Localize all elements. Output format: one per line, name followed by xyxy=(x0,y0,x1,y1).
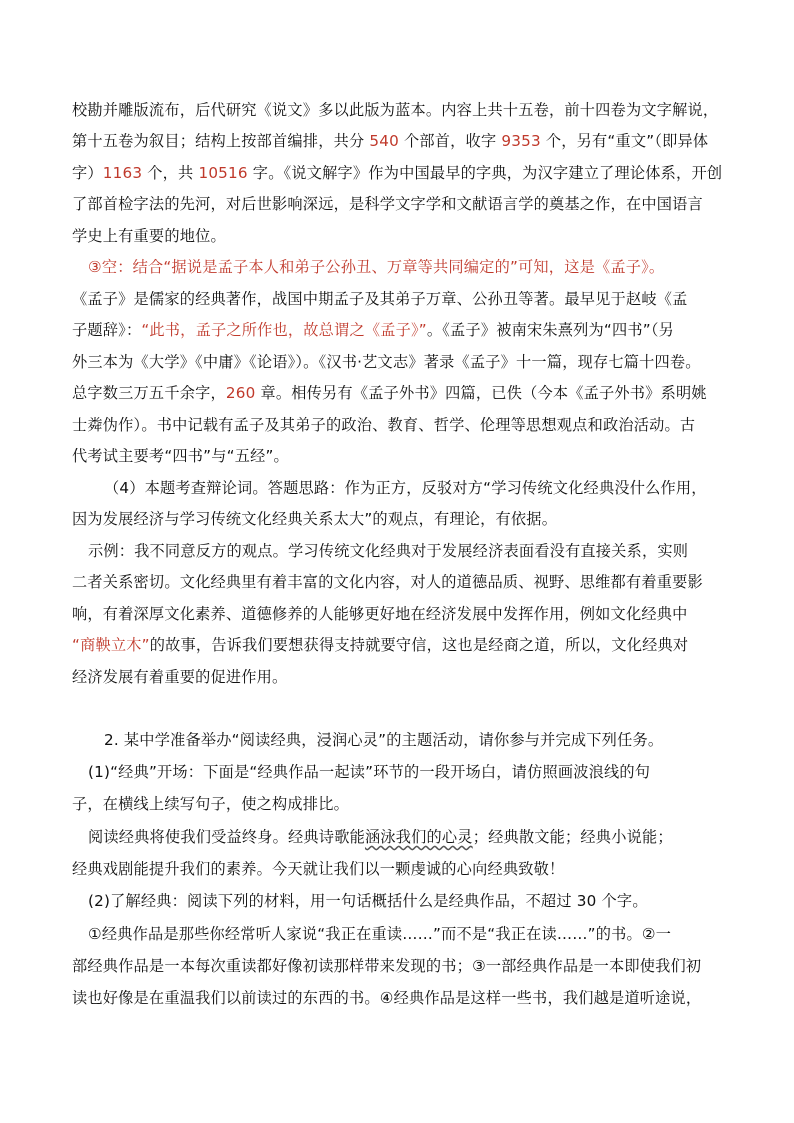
text-line: 阅读经典将使我们受益终身。经典诗歌能涵泳我们的心灵；经典散文能；经典小说能； xyxy=(88,828,673,846)
text-line: 示例：我不同意反方的观点。学习传统文化经典对于发展经济表面看没有直接关系，实则 xyxy=(88,542,689,560)
wavy-underline-phrase: 涵泳我们的心灵 xyxy=(364,828,473,846)
text-line: (2)了解经典：阅读下列的材料，用一句话概括什么是经典作品，不超过 30 个字。 xyxy=(88,892,648,910)
text-line: 士粦伪作）。书中记载有孟子及其弟子的政治、教育、哲学、伦理等思想观点和政治活动。古 xyxy=(72,416,696,434)
text-line: 学史上有重要的地位。 xyxy=(72,227,226,245)
text-line: 读也好像是在重温我们以前读过的东西的书。④经典作品是这样一些书，我们越是道听途说， xyxy=(72,989,702,1007)
text-line: 子题辞》：“此书，孟子之所作也，故总谓之《孟子》”。《孟子》被南宋朱熹列为“四书”（另 xyxy=(72,321,674,339)
answer-paragraph: ③空：结合“据说是孟子本人和弟子公孙丑、万章等共同编定的”可知，这是《孟子》。 xyxy=(88,258,665,276)
text-line: 《孟子》是儒家的经典著作，战国中期孟子及其弟子万章、公孙丑等著。最早见于赵岐《孟 xyxy=(72,290,688,308)
text-line: (1)“经典”开场：下面是“经典作品一起读”环节的一段开场白，请仿照画波浪线的句 xyxy=(88,763,651,781)
text-line: ①经典作品是那些你经常听人家说“我正在重读……”而不是“我正在读……”的书。②一 xyxy=(88,925,672,943)
text-line: 经济发展有着重要的促进作用。 xyxy=(72,668,288,686)
text-line: 二者关系密切。文化经典里有着丰富的文化内容，对人的道德品质、视野、思维都有着重要影 xyxy=(72,573,703,591)
text-line: 经典戏剧能提升我们的素养。今天就让我们以一颗虔诚的心向经典致敬！ xyxy=(72,860,565,878)
text-line: 因为发展经济与学习传统文化经典关系太大”的观点，有理论，有依据。 xyxy=(72,510,558,528)
text-line: 代考试主要考“四书”与“五经”。 xyxy=(72,447,289,465)
text-line: “商鞅立木”的故事，告诉我们要想获得支持就要守信，这也是经商之道，所以，文化经典对 xyxy=(72,636,689,654)
question-title: 2. 某中学准备举办“阅读经典，浸润心灵”的主题活动，请你参与并完成下列任务。 xyxy=(104,731,664,749)
text-line: 总字数三万五千余字，260 章。相传另有《孟子外书》四篇，已佚（今本《孟子外书》系明姚 xyxy=(72,384,707,402)
text-line: 部经典作品是一本每次重读都好像初读那样带来发现的书；③一部经典作品是一本即使我们初 xyxy=(72,957,702,975)
text-line: 子，在横线上续写句子，使之构成排比。 xyxy=(72,795,349,813)
text-line: 了部首检字法的先河，对后世影响深远，是科学文字学和文献语言学的奠基之作，在中国语言 xyxy=(72,195,703,213)
text-line: 字）1163 个，共 10516 字。《说文解字》作为中国最早的字典，为汉字建立了理论体系，开创 xyxy=(72,164,723,182)
text-line: 第十五卷为叙目；结构上按部首编排，共分 540 个部首，收字 9353 个，另有“重文”（即异体 xyxy=(72,132,709,150)
text-line: 响，有着深厚文化素养、道德修养的人能够更好地在经济发展中发挥作用，例如文化经典中 xyxy=(72,605,688,623)
text-line: （4）本题考查辩论词。答题思路：作为正方，反驳对方“学习传统文化经典没什么作用， xyxy=(104,479,707,497)
text-line: 校勘并雕版流布，后代研究《说文》多以此版为蓝本。内容上共十五卷，前十四卷为文字解说， xyxy=(72,101,719,119)
text-line: 外三本为《大学》《中庸》《论语》）。《汉书·艺文志》著录《孟子》十一篇，现存七篇十四卷。 xyxy=(72,353,701,371)
